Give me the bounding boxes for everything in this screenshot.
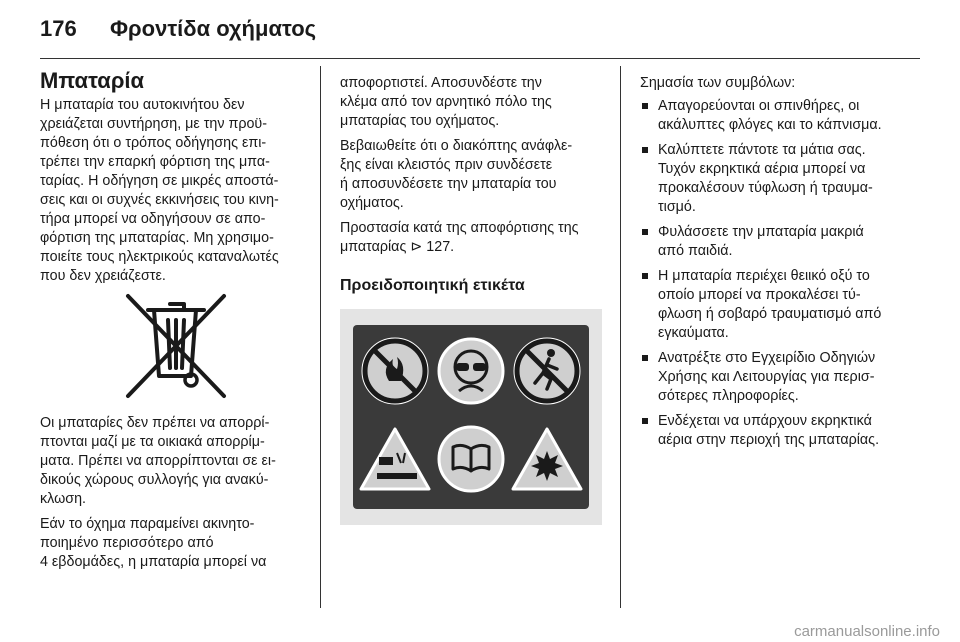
bullet-icon	[642, 418, 648, 424]
bullet-icon	[642, 355, 648, 361]
page-header	[40, 12, 316, 46]
immobile-paragraph: Εάν το όχημα παραμείνει ακινητο- ποιημένο περισσότερο από 4 εβδομάδες, η μπαταρία μπορεί να	[40, 516, 267, 570]
column-divider-1	[320, 66, 321, 608]
bullet-icon	[642, 229, 648, 235]
read-manual-icon	[439, 427, 503, 491]
keep-children-away-icon	[515, 339, 579, 403]
explosion-warning-icon	[513, 429, 581, 489]
battery-intro-paragraph: Η μπαταρία του αυτοκινήτου δεν χρειάζεται συντήρηση, με την προϋ- πόθεση ότι ο τρόπος οδήγησης επι- τρέπει την επαρκή φόρτιση της μπα- ταρίας. Η οδήγηση σε μικρές αποστά- σεις και οι συχνές εκκινήσεις του κινη- τήρα μπορεί να οδηγήσουν σε απο- φόρτιση της μπαταρίας. Μη χρησιμο- ποιείτε τους ηλεκτρικούς καταναλωτές που δεν χρειάζεστε.	[40, 97, 279, 284]
column-3	[640, 74, 922, 456]
list-item: Ενδέχεται να υπάρχουν εκρηκτικά αέρια στην περιοχή της μπαταρίας.	[640, 412, 922, 450]
symbols-list	[640, 97, 922, 450]
bullet-icon	[642, 273, 648, 279]
page-number: 176	[40, 16, 77, 41]
column-divider-2	[620, 66, 621, 608]
section-heading: Μπαταρία	[40, 68, 145, 93]
column-2	[340, 74, 612, 525]
warning-label-panel	[353, 325, 589, 509]
no-fire-icon	[363, 339, 427, 403]
reference-arrow-icon: ⊳	[410, 239, 423, 255]
ignition-paragraph: Βεβαιωθείτε ότι ο διακόπτης ανάφλε- ξης είναι κλειστός πριν συνδέσετε ή αποσυνδέσετε την μπαταρία του οχήματος.	[340, 138, 573, 211]
symbols-intro: Σημασία των συμβόλων:	[640, 75, 796, 91]
watermark: carmanualsonline.info	[794, 623, 940, 640]
warning-label-image	[340, 309, 602, 525]
bullet-icon	[642, 147, 648, 153]
header-divider	[40, 58, 920, 59]
disposal-paragraph: Οι μπαταρίες δεν πρέπει να απορρί- πτονται μαζί με τα οικιακά απορρίμ- ματα. Πρέπει να απορρίπτονται σε ει- δικούς χώρους συλλογής για ανακύ- κλωση.	[40, 415, 276, 507]
list-item: Φυλάσσετε την μπαταρία μακριά από παιδιά.	[640, 223, 922, 261]
list-item: Απαγορεύονται οι σπινθήρες, οι ακάλυπτες φλόγες και το κάπνισμα.	[640, 97, 922, 135]
list-item: Ανατρέξτε στο Εγχειρίδιο Οδηγιών Χρήσης και Λειτουργίας για περισ- σότερες πληροφορίες.	[640, 349, 922, 406]
protection-text: Προστασία κατά της αποφόρτισης της μπαταρίας	[340, 220, 579, 255]
protection-page-link[interactable]: 127.	[426, 239, 455, 255]
acid-warning-icon	[361, 429, 429, 489]
column-1	[40, 68, 312, 572]
eye-protection-icon	[439, 339, 503, 403]
list-item: Καλύπτετε πάντοτε τα μάτια σας. Τυχόν εκρηκτικά αέρια μπορεί να προκαλέσουν τύφλωση ή τραυμα- τισμό.	[640, 141, 922, 217]
chapter-title: Φροντίδα οχήματος	[110, 16, 317, 41]
crossed-bin-icon	[124, 292, 228, 400]
warning-label-heading: Προειδοποιητική ετικέτα	[340, 277, 525, 294]
disconnect-paragraph: αποφορτιστεί. Αποσυνδέστε την κλέμα από τον αρνητικό πόλο της μπαταρίας του οχήματος.	[340, 75, 552, 129]
list-item: Η μπαταρία περιέχει θειικό οξύ το οποίο μπορεί να προκαλέσει τύ- φλωση ή σοβαρό τραυματισμό από εγκαύματα.	[640, 267, 922, 343]
bullet-icon	[642, 103, 648, 109]
protection-paragraph	[340, 219, 612, 257]
